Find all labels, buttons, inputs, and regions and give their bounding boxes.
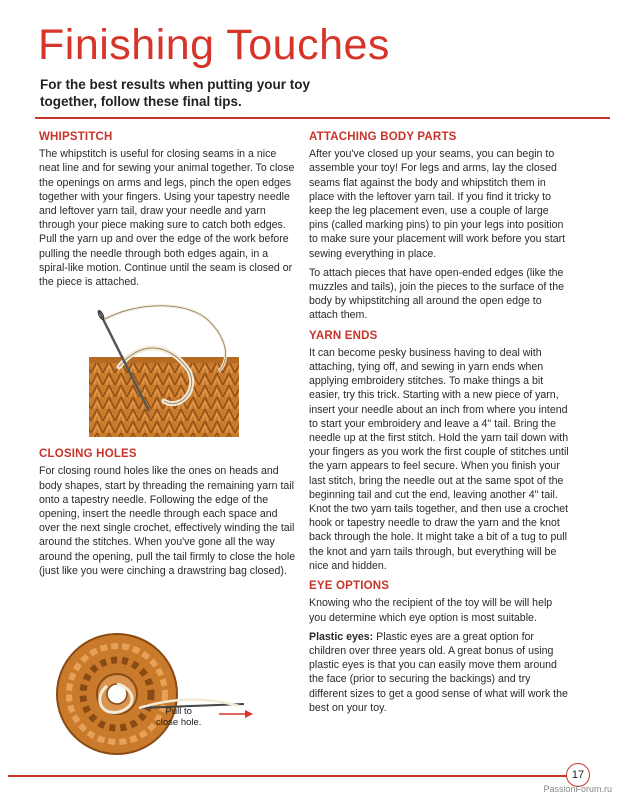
plastic-eyes-text: Plastic eyes are a great option for children over three years old. A great bonus of using plastic eyes is that you can easily move them around the face (prior to securing the backings) and try different sizes to get a good sense of what will work the best on your toy. <box>309 630 568 714</box>
closing-holes-heading: CLOSING HOLES <box>39 448 137 461</box>
yarn-ends-heading: YARN ENDS <box>309 329 378 342</box>
page-subtitle: For the best results when putting your toy together, follow these final tips. <box>40 77 311 109</box>
eye-options-text-1: Knowing who the recipient of the toy will be will help you determine which eye option is most suitable. <box>309 597 553 624</box>
closing-holes-text: For closing round holes like the ones on heads and body shapes, start by threading the remaining yarn tail onto a tapestry needle. Following the edge of the opening, insert the needle through each space and over the next single crochet, effectively winding the tail around the stitches. When you've gone all the way around the opening, pull the tail firmly to close the hole (just like you were cinching a drawstring bag closed). <box>39 465 296 577</box>
attaching-heading: ATTACHING BODY PARTS <box>309 131 457 143</box>
knit-fabric <box>89 359 239 437</box>
whipstitch-text: The whipstitch is useful for closing seams in a nice neat line and for sewing your animal together. To close the openings on arms and legs, pinch the open edges together with your fingers. Using your tapestry needle and leftover yarn tail, draw your needle and yarn through your piece making sure to catch both edges. Pull the yarn up and over the edge of the work before pulling the needle through both edges again, in a spiral-like motion. Continue until the seam is closed or the piece is attached. <box>39 148 295 289</box>
top-rule <box>35 117 610 119</box>
whipstitch-heading: WHIPSTITCH <box>39 131 113 143</box>
page-title: Finishing Touches <box>38 21 390 69</box>
attaching-text-2: To attach pieces that have open-ended edges (like the muzzles and tails), join the pieces to the surface of the body by whipstitching all around the open edge to attach them. <box>309 266 564 322</box>
bottom-rule <box>8 775 573 777</box>
whipstitch-illustration <box>79 301 259 439</box>
caption-line-1: Pull to <box>165 706 192 717</box>
eye-options-text-2 <box>309 630 569 715</box>
eye-options-heading: EYE OPTIONS <box>309 580 390 593</box>
caption-line-2: close hole. <box>156 717 202 728</box>
yarn-ends-text: It can become pesky business having to deal with attaching, tying off, and sewing in yarn ends when applying embroidery stitches. To make things a bit easier, try this trick. Starting with a new piece of yarn, insert your needle about an inch from where you intend to start your embroidery and leave a 4" tail. Bring the needle up at the first stitch. Hold the yarn tail down with your fingers as you work the first couple of stitches until the yarn appears to feel secure. When you finish your last stitch, bring the needle out at the same spot of the beginning tail and cut the end, leaving another 4" tail. Knot the two yarn tails together, and then use a crochet hook or tapestry needle to draw the yarn and the knot back through the hole. It might take a bit of a tug to pull the knot and yarn tails through, but everything will be nice and hidden. <box>309 346 569 572</box>
figure-caption <box>156 706 201 728</box>
closing-hole-illustration <box>39 626 279 756</box>
plastic-eyes-lead: Plastic eyes: <box>309 630 374 643</box>
watermark: PassionForum.ru <box>543 784 612 794</box>
right-column <box>309 124 569 720</box>
page-number: 17 <box>566 763 590 787</box>
attaching-text-1: After you've closed up your seams, you can begin to assemble your toy! For legs and arms, lay the closed seams flat against the body and whipstitch them in place with the leftover yarn tail. If you find it tricky to keep the leg placement even, use a couple of large pins (called marking pins) to pin your legs into position to make sure your placement will work before you start sewing everything in place. <box>309 148 566 260</box>
left-column <box>39 124 297 583</box>
